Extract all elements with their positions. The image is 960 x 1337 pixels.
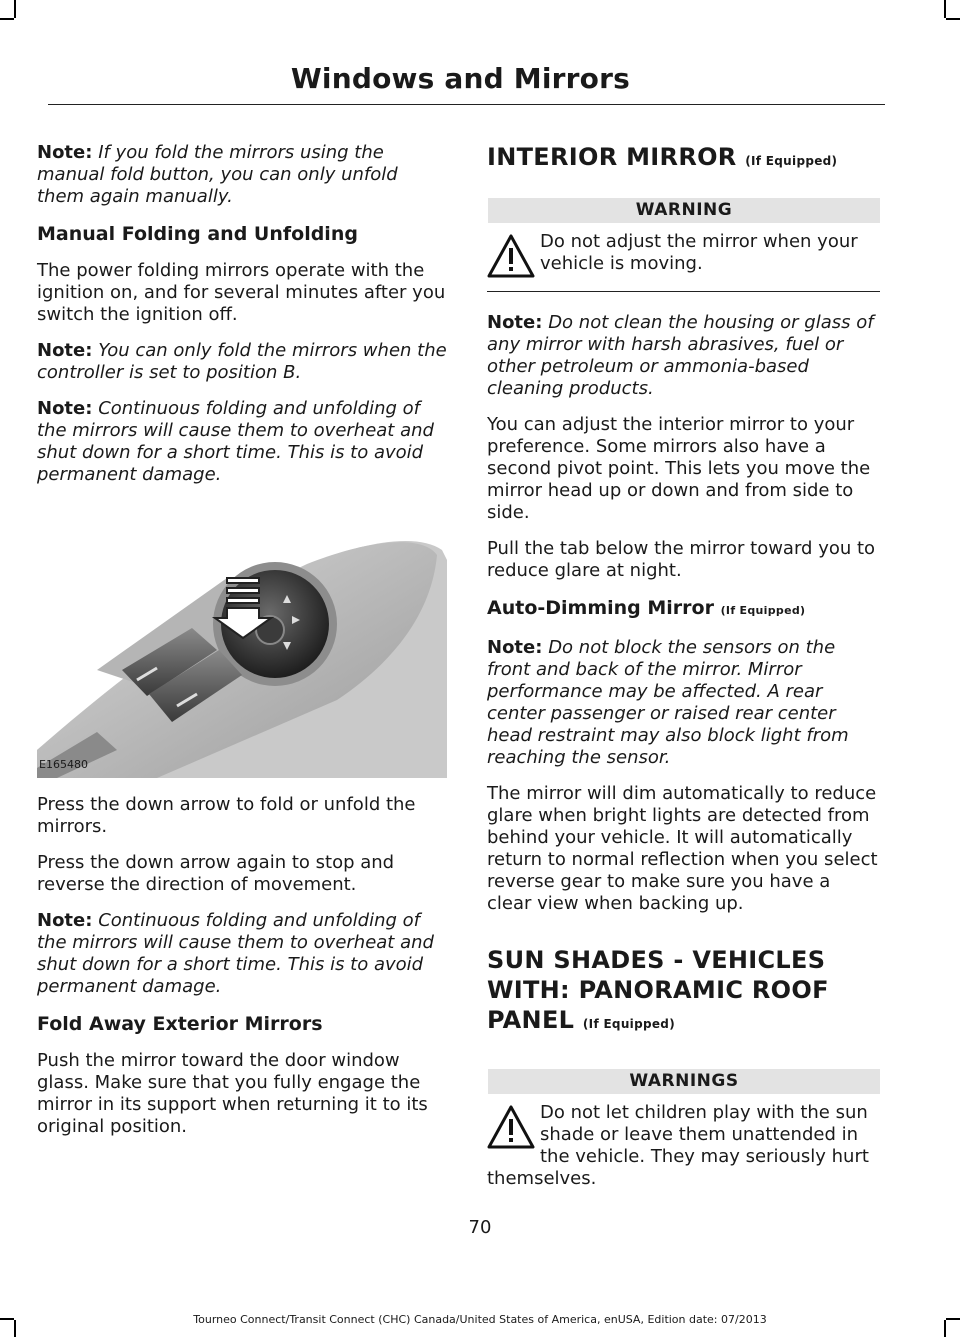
crop-mark-top-left-v (14, 0, 16, 18)
heading-manual-folding: Manual Folding and Unfolding (37, 223, 358, 245)
para-push-mirror: Push the mirror toward the door window glass. Make sure that you fully engage the mirror in its support when returning it to its original position. (37, 1050, 428, 1137)
warnings-text-continued: themselves. (487, 1168, 597, 1189)
warning-box (487, 198, 880, 292)
warnings-label: WARNINGS (488, 1069, 880, 1094)
crop-mark-top-right (946, 18, 960, 20)
heading-fold-away: Fold Away Exterior Mirrors (37, 1013, 323, 1035)
para-auto-dim: The mirror will dim automatically to reduce glare when bright lights are detected from behind your vehicle. It will automatically return to normal reflection when you select reverse gear to make sure you have a clear view when backing up. (487, 783, 878, 914)
para-pull-tab: Pull the tab below the mirror toward you to reduce glare at night. (487, 538, 876, 581)
warnings-text: Do not let children play with the sun shade or leave them unattended in the vehicle. They may seriously hurt (540, 1102, 869, 1167)
right-column (487, 142, 880, 1206)
heading-interior-mirror: INTERIOR MIRROR (If Equipped) (487, 143, 838, 171)
note-fold-manual: Note: If you fold the mirrors using the manual fold button, you can only unfold them again manually. (37, 142, 398, 207)
warning-text: Do not adjust the mirror when your vehicle is moving. (540, 231, 858, 274)
note-position-b: Note: You can only fold the mirrors when the controller is set to position B. (37, 340, 447, 383)
para-adjust-mirror: You can adjust the interior mirror to your preference. Some mirrors also have a second pivot point. This lets you move the mirror head up or down and from side to side. (487, 414, 871, 523)
crop-mark-top-left (0, 18, 14, 20)
warning-label: WARNING (488, 198, 880, 223)
page-title: Windows and Mirrors (290, 62, 630, 95)
para-power-folding: The power folding mirrors operate with the ignition on, and for several minutes after you switch the ignition off. (37, 260, 446, 325)
header-divider (48, 104, 885, 105)
warning-triangle-icon (487, 234, 535, 278)
crop-mark-top-right-v (944, 0, 946, 18)
mirror-control-illustration (37, 500, 447, 778)
warning-triangle-icon (487, 1105, 535, 1149)
door-panel-switch-image (37, 500, 447, 778)
note-cleaning: Note: Do not clean the housing or glass of any mirror with harsh abrasives, fuel or other petroleum or ammonia-based cleaning products. (487, 312, 874, 399)
left-column (37, 142, 447, 1152)
para-press-again: Press the down arrow again to stop and reverse the direction of movement. (37, 852, 395, 895)
image-code-label: E165480 (39, 758, 88, 771)
note-overheat-1: Note: Continuous folding and unfolding of the mirrors will cause them to overheat and shut down for a short time. This is to avoid permanent damage. (37, 398, 434, 485)
page-number: 70 (468, 1217, 492, 1238)
heading-sun-shades: SUN SHADES - VEHICLES WITH: PANORAMIC ROOF PANEL (If Equipped) (487, 946, 829, 1034)
warnings-box (487, 1069, 880, 1206)
heading-auto-dimming: Auto-Dimming Mirror (If Equipped) (487, 597, 806, 619)
footer-edition: Tourneo Connect/Transit Connect (CHC) Canada/United States of America, enUSA, Edition date: 07/2013 (193, 1313, 767, 1326)
para-press-down: Press the down arrow to fold or unfold the mirrors. (37, 794, 416, 837)
note-overheat-2: Note: Continuous folding and unfolding of the mirrors will cause them to overheat and shut down for a short time. This is to avoid permanent damage. (37, 910, 434, 997)
note-sensors: Note: Do not block the sensors on the front and back of the mirror. Mirror performance may be affected. A rear center passenger or raised rear center head restraint may also block light from reaching the sensor. (487, 637, 849, 768)
